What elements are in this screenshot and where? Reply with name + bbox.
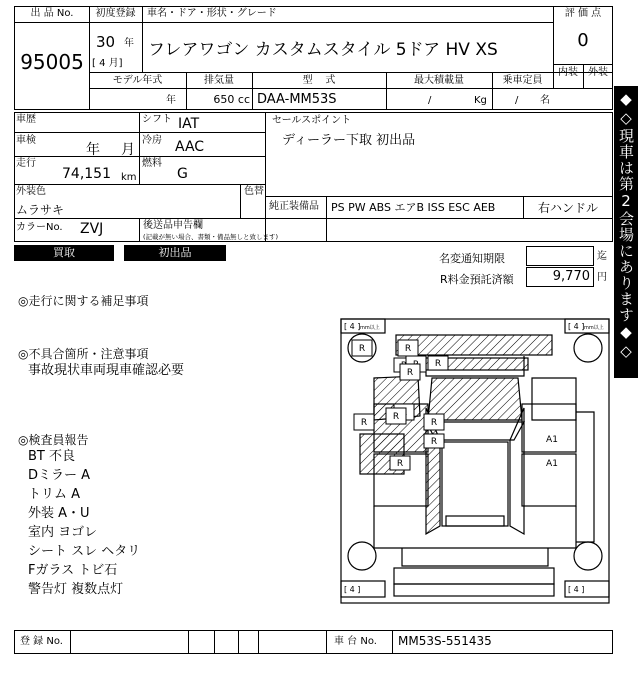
svg-text:R: R	[358, 344, 366, 354]
mileage-unit: km	[121, 172, 137, 183]
color-no-value: ZVJ	[80, 221, 104, 237]
mark-a1: A1	[546, 459, 558, 469]
color-replace-label: 色替	[244, 186, 264, 197]
lot-number: 95005	[20, 50, 84, 74]
right-front-fender	[532, 378, 576, 420]
score-value: 0	[577, 30, 589, 51]
max-load-label: 最大積載量	[414, 75, 464, 86]
svg-text:R: R	[434, 359, 442, 369]
wheel-fr	[574, 334, 602, 362]
interior-label: 内装	[558, 67, 578, 78]
mark-a1: A1	[546, 435, 558, 445]
mark-r	[398, 340, 418, 356]
exterior-label: 外装	[588, 67, 608, 78]
recycle-label: R料金預託済額	[440, 273, 514, 286]
history-label: 車歴	[16, 114, 36, 125]
inspection-year-unit: 年	[86, 142, 100, 158]
rear-under	[394, 584, 554, 596]
capacity-unit: 名	[540, 95, 550, 106]
svg-text:R: R	[360, 418, 368, 428]
wheel-rl	[348, 542, 376, 570]
svg-text:R: R	[406, 368, 414, 378]
mark-r	[428, 356, 448, 370]
first-reg-label: 初度登録	[95, 8, 136, 19]
chassis-label: 車 台 No.	[334, 636, 377, 647]
driving-notes-label: ◎走行に関する補足事項	[18, 294, 149, 308]
roof	[442, 442, 508, 526]
first-reg-year: 30	[96, 33, 116, 51]
buy-badge: 買取	[14, 245, 114, 261]
car-name-label: 車名・ドア・形状・グレード	[147, 8, 277, 19]
name-change-label: 名変通知期限	[439, 252, 505, 265]
color-no-label: カラーNo.	[16, 222, 63, 233]
lot-label: 出 品 No.	[30, 8, 74, 19]
fuel-label: 燃料	[142, 158, 162, 169]
ext-color-label: 外装色	[16, 186, 46, 197]
mark-r	[386, 408, 406, 424]
first-reg-month: [ 4 月]	[92, 58, 123, 69]
inspector-line: Fガラス トビ石	[28, 563, 118, 578]
mileage-value: 74,151	[62, 166, 111, 182]
aftermarket-note: (記載が無い場合、書類・備品無しと致します)	[143, 233, 279, 241]
inspection-label: 車検	[16, 135, 36, 146]
mark-r	[424, 434, 444, 448]
tire-fr-label: [ 4 ]	[568, 322, 585, 331]
max-load-unit: Kg	[474, 95, 487, 106]
front-bumper	[396, 335, 552, 355]
fuel-value: G	[177, 166, 188, 182]
aircon-label: 冷房	[142, 135, 162, 146]
type-value: DAA-MM53S	[257, 92, 337, 107]
inspector-line: 室内 ヨゴレ	[28, 525, 98, 540]
chassis-value: MM53S-551435	[398, 634, 492, 648]
wheel-rr	[574, 542, 602, 570]
shift-value: IAT	[178, 116, 200, 132]
recycle-value: 9,770	[552, 269, 590, 284]
rear-bumper	[394, 568, 554, 584]
inspector-line: シート スレ ヘタリ	[28, 544, 141, 559]
rear-body	[374, 506, 576, 548]
shift-label: シフト	[142, 114, 172, 125]
capacity-slash: /	[515, 95, 519, 106]
inspector-line: 警告灯 複数点灯	[28, 582, 124, 597]
tire-fl-unit: mm以上	[360, 325, 380, 331]
tire-rr-label: [ 4 ]	[568, 585, 585, 594]
svg-text:R: R	[404, 344, 412, 354]
svg-text:R: R	[430, 437, 438, 447]
first-listing-badge: 初出品	[124, 245, 226, 261]
mileage-label: 走行	[16, 158, 36, 169]
name-change-box	[526, 246, 594, 266]
defects-text: 事故現状車両現車確認必要	[28, 363, 185, 378]
footer-box	[14, 630, 613, 654]
model-year-unit: 年	[166, 95, 176, 106]
inspector-label: ◎検査員報告	[18, 433, 89, 447]
mark-r	[400, 364, 420, 380]
recycle-suffix: 円	[597, 272, 607, 283]
car-damage-diagram	[338, 316, 612, 606]
aftermarket-label: 後送品申告欄	[143, 220, 203, 231]
handle-value: 右ハンドル	[537, 201, 598, 215]
sales-point-label: セールスポイント	[272, 115, 352, 126]
equipment-value: PS PW ABS エアB ISS ESC AEB	[331, 201, 496, 214]
ext-color-value: ムラサキ	[16, 203, 65, 217]
defects-label: ◎不具合箇所・注意事項	[18, 347, 149, 361]
right-side-trim	[576, 412, 594, 542]
inspector-line: トリム A	[28, 487, 81, 502]
svg-text:R: R	[396, 459, 404, 469]
type-label: 型 式	[302, 75, 336, 86]
max-load-slash: /	[428, 95, 432, 106]
tire-fl-label: [ 4 ]	[344, 322, 361, 331]
tire-rl-label: [ 4 ]	[344, 585, 361, 594]
first-reg-year-unit: 年	[124, 38, 134, 49]
name-change-suffix: 迄	[597, 251, 607, 262]
rear-glass	[446, 516, 504, 526]
tire-fr-unit: mm以上	[584, 325, 604, 331]
side-banner: ◆◇現車は第2会場にあります◆◇	[614, 86, 638, 378]
svg-text:R: R	[392, 412, 400, 422]
equipment-label: 純正装備品	[269, 201, 319, 212]
mark-r	[424, 414, 444, 430]
car-name: フレアワゴン カスタムスタイル 5ドア HV XS	[148, 40, 498, 60]
inspector-lines	[28, 447, 140, 599]
score-label: 評 価 点	[564, 8, 602, 19]
model-year-label: モデル年式	[112, 75, 163, 86]
sales-point-value: ディーラー下取 初出品	[282, 133, 416, 148]
inspector-line: Dミラー A	[28, 468, 91, 483]
inspector-line: BT 不良	[28, 449, 75, 464]
mark-r	[352, 340, 372, 356]
mark-r	[390, 456, 410, 470]
reg-label: 登 録 No.	[20, 636, 63, 647]
inspection-month-unit: 月	[121, 142, 135, 158]
capacity-label: 乗車定員	[502, 75, 543, 86]
rear-hatch	[402, 548, 548, 566]
displacement-label: 排気量	[204, 75, 234, 86]
inspector-line: 外装 A・U	[28, 506, 90, 521]
svg-text:R: R	[430, 418, 438, 428]
aircon-value: AAC	[175, 139, 205, 155]
mark-r	[354, 414, 374, 430]
displacement-value: 650 cc	[213, 93, 250, 106]
